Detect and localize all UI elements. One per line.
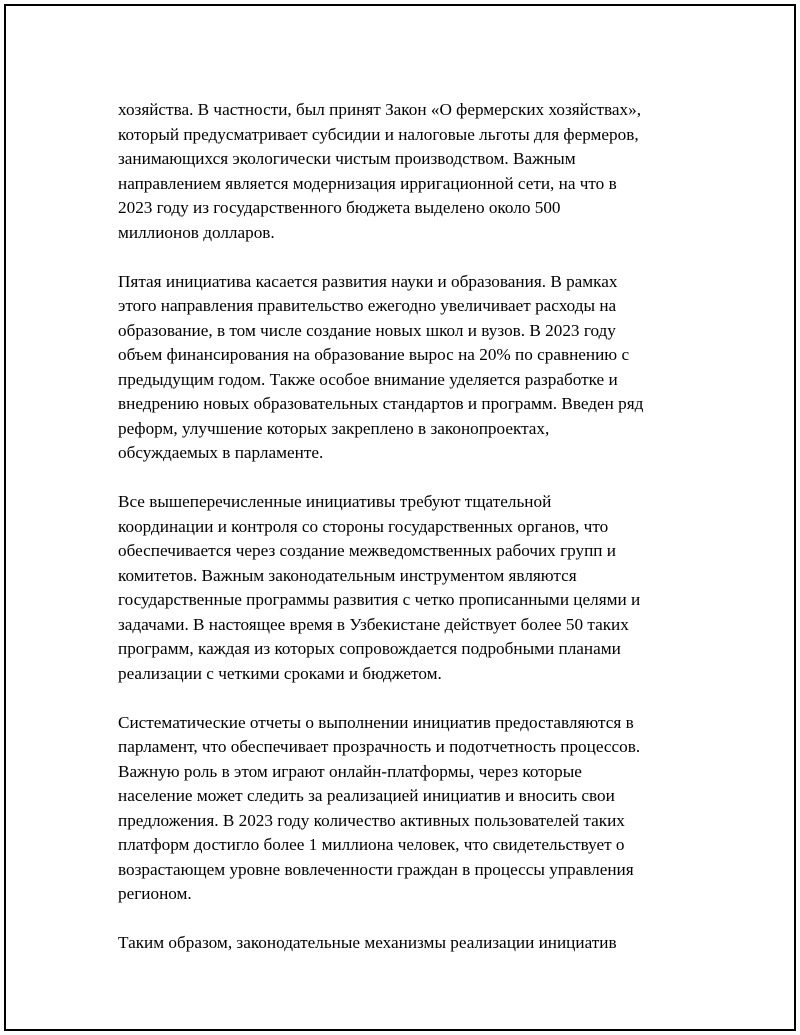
text-line: Важную роль в этом играют онлайн-платформы, через которые bbox=[118, 761, 582, 781]
paragraph-spacer bbox=[118, 686, 690, 711]
paragraph-spacer bbox=[118, 907, 690, 932]
text-line: Пятая инициатива касается развития науки и образования. В рамках bbox=[118, 271, 618, 291]
text-line: Систематические отчеты о выполнении инициатив предоставляются в bbox=[118, 712, 634, 732]
text-line: 2023 году из государственного бюджета выделено около 500 bbox=[118, 198, 561, 217]
text-line: программ, каждая из которых сопровождается подробными планами bbox=[118, 639, 621, 658]
text-line: миллионов долларов. bbox=[118, 222, 275, 242]
text-line: объем финансирования на образование вырос на 20% по сравнению с bbox=[118, 345, 630, 364]
text-line: предложения. В 2023 году количество активных пользователей таких bbox=[118, 810, 625, 830]
text-line: Все вышеперечисленные инициативы требуют тщательной bbox=[118, 492, 552, 511]
text-line: население может следить за реализацией инициатив и вносить свои bbox=[118, 786, 615, 805]
paragraph-farming bbox=[118, 98, 690, 245]
text-line: реформ, улучшение которых закреплено в законопроектах, bbox=[118, 418, 550, 438]
paragraph-conclusion bbox=[118, 931, 690, 956]
text-line: координации и контроля со стороны государственных органов, что bbox=[118, 516, 609, 536]
text-line: Таким образом, законодательные механизмы реализации инициатив bbox=[118, 933, 617, 952]
document-body bbox=[118, 98, 690, 956]
paragraph-spacer bbox=[118, 245, 690, 270]
text-line: этого направления правительство ежегодно увеличивает расходы на bbox=[118, 296, 617, 315]
paragraph-coordination bbox=[118, 490, 690, 686]
text-line: образование, в том числе создание новых школ и вузов. В 2023 году bbox=[118, 320, 616, 340]
text-line: занимающихся экологически чистым производством. Важным bbox=[118, 149, 576, 168]
text-line: государственные программы развития с четко прописанными целями и bbox=[118, 590, 641, 609]
paragraph-education bbox=[118, 270, 690, 466]
text-line: предыдущим годом. Также особое внимание уделяется разработке и bbox=[118, 369, 618, 389]
paragraph-spacer bbox=[118, 466, 690, 491]
text-line: возрастающем уровне вовлеченности граждан в процессы управления bbox=[118, 859, 634, 879]
text-line: направлением является модернизация ирригационной сети, на что в bbox=[118, 173, 617, 193]
text-line: реализации с четкими сроками и бюджетом. bbox=[118, 663, 442, 683]
text-line: хозяйства. В частности, был принят Закон «О фермерских хозяйствах», bbox=[118, 100, 642, 119]
text-line: парламент, что обеспечивает прозрачность и подотчетность процессов. bbox=[118, 737, 641, 756]
text-line: регионом. bbox=[118, 884, 192, 903]
text-line: который предусматривает субсидии и налоговые льготы для фермеров, bbox=[118, 124, 639, 144]
text-line: задачами. В настоящее время в Узбекистане действует более 50 таких bbox=[118, 614, 629, 634]
paragraph-reporting bbox=[118, 711, 690, 907]
text-line: обсуждаемых в парламенте. bbox=[118, 443, 324, 462]
text-line: внедрению новых образовательных стандартов и программ. Введен ряд bbox=[118, 394, 644, 413]
text-line: платформ достигло более 1 миллиона человек, что свидетельствует о bbox=[118, 835, 625, 854]
text-line: комитетов. Важным законодательным инструментом являются bbox=[118, 565, 577, 585]
text-line: обеспечивается через создание межведомственных рабочих групп и bbox=[118, 541, 616, 560]
